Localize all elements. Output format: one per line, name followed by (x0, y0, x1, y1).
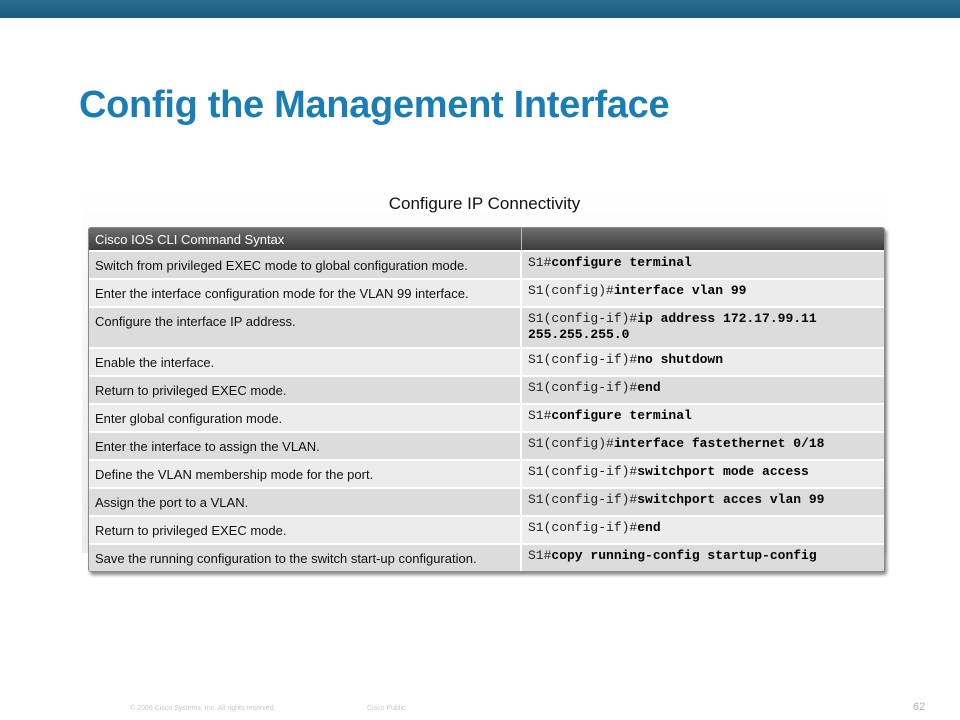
page-number: 62 (913, 701, 926, 713)
table-row (89, 544, 884, 571)
cli-command (521, 432, 884, 460)
step-description: Configure the interface IP address. (89, 307, 521, 348)
table-row (89, 488, 884, 516)
classification-text: Cisco Public (367, 705, 406, 712)
cli-command-text: end (637, 520, 661, 535)
page-title: Config the Management Interface (79, 84, 670, 126)
figure-panel (82, 183, 887, 566)
cli-command-text: switchport acces vlan 99 (637, 492, 825, 507)
copyright-text: © 2006 Cisco Systems, Inc. All rights reserved. (130, 705, 276, 712)
command-table-frame (88, 227, 885, 572)
step-description: Enter global configuration mode. (89, 404, 521, 432)
cli-command-text: configure terminal (551, 255, 692, 270)
cli-command (521, 376, 884, 404)
table-row (89, 460, 884, 488)
table-row (89, 404, 884, 432)
cli-prompt: S1(config-if)# (528, 311, 638, 326)
cli-command-text: end (637, 380, 661, 395)
table-row (89, 251, 884, 279)
cli-prompt: S1(config)# (528, 436, 614, 451)
step-description: Enter the interface configuration mode for the VLAN 99 interface. (89, 279, 521, 307)
table-row (89, 279, 884, 307)
column-header-syntax: Cisco IOS CLI Command Syntax (89, 228, 521, 251)
step-description: Return to privileged EXEC mode. (89, 516, 521, 544)
cli-command (521, 544, 884, 571)
table-row (89, 307, 884, 348)
cli-prompt: S1(config-if)# (528, 492, 638, 507)
step-description: Switch from privileged EXEC mode to global configuration mode. (89, 251, 521, 279)
cli-command-text: switchport mode access (637, 464, 809, 479)
table-row (89, 516, 884, 544)
table-row (89, 432, 884, 460)
step-description: Enable the interface. (89, 348, 521, 376)
cli-command-text: interface fastethernet 0/18 (613, 436, 825, 451)
figure-caption: Configure IP Connectivity (388, 194, 581, 213)
cli-prompt: S1(config-if)# (528, 352, 638, 367)
column-header-command (521, 228, 884, 251)
cli-command-text: configure terminal (551, 408, 692, 423)
cli-prompt: S1(config-if)# (528, 520, 638, 535)
cli-prompt: S1(config-if)# (528, 464, 638, 479)
table-header-row (89, 228, 884, 251)
cli-command (521, 348, 884, 376)
top-banner (0, 0, 960, 18)
step-description: Enter the interface to assign the VLAN. (89, 432, 521, 460)
step-description: Return to privileged EXEC mode. (89, 376, 521, 404)
cli-prompt: S1# (528, 255, 552, 270)
cli-prompt: S1# (528, 408, 552, 423)
step-description: Save the running configuration to the switch start-up configuration. (89, 544, 521, 571)
cli-command-text: copy running-config startup-config (551, 548, 817, 563)
cli-prompt: S1(config)# (528, 283, 614, 298)
cli-command (521, 307, 884, 348)
cli-prompt: S1(config-if)# (528, 380, 638, 395)
command-table (89, 228, 884, 571)
cli-command (521, 279, 884, 307)
cli-command (521, 516, 884, 544)
table-row (89, 348, 884, 376)
cli-command (521, 460, 884, 488)
cli-prompt: S1# (528, 548, 552, 563)
cli-command (521, 404, 884, 432)
step-description: Define the VLAN membership mode for the port. (89, 460, 521, 488)
cli-command (521, 488, 884, 516)
table-row (89, 376, 884, 404)
cli-command-text: no shutdown (637, 352, 724, 367)
step-description: Assign the port to a VLAN. (89, 488, 521, 516)
cli-command-text: interface vlan 99 (613, 283, 747, 298)
cli-command-text: ip address 172.17.99.11 255.255.255.0 (528, 311, 817, 342)
cli-command (521, 251, 884, 279)
